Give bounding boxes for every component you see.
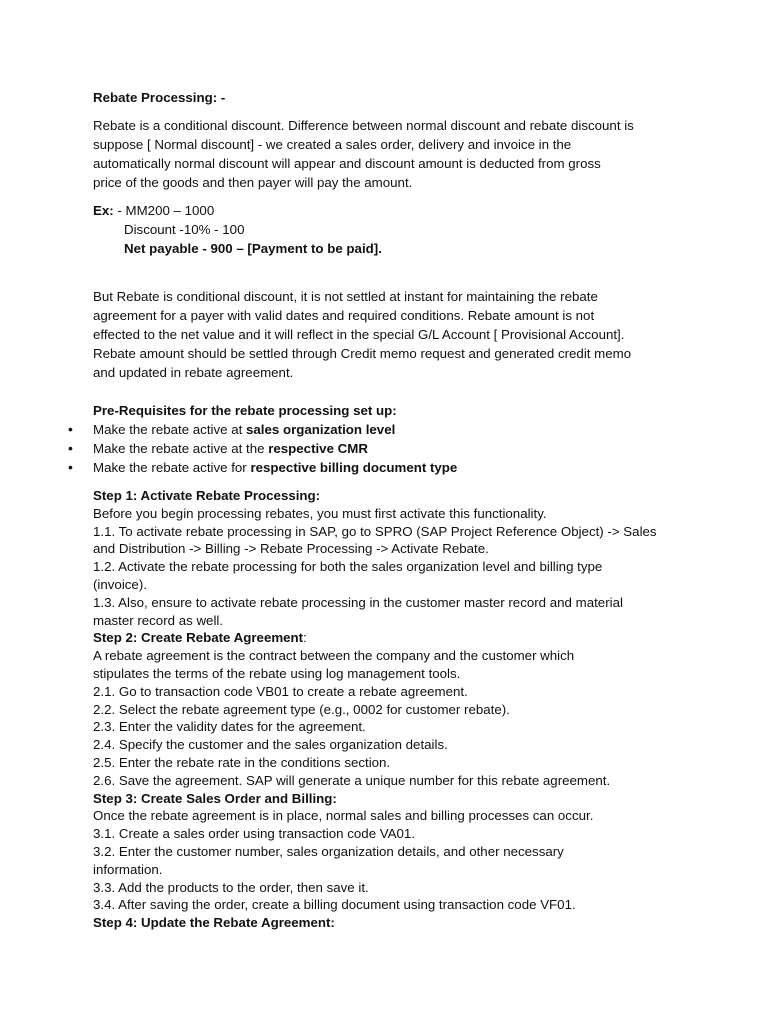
text-line: stipulates the terms of the rebate using log management tools. bbox=[93, 665, 461, 681]
page-title: Rebate Processing: - bbox=[93, 90, 226, 105]
prereq-heading: Pre-Requisites for the rebate processing set up: bbox=[93, 403, 397, 418]
example-text: - MM200 – 1000 bbox=[113, 203, 215, 218]
list-item-text: Make the rebate active at bbox=[93, 422, 246, 437]
step-heading-colon: : bbox=[303, 630, 307, 646]
list-item-bold: respective CMR bbox=[268, 441, 368, 456]
text-line: A rebate agreement is the contract between the company and the customer which bbox=[93, 648, 575, 664]
text-line: 2.2. Select the rebate agreement type (e.g., 0002 for customer rebate). bbox=[93, 701, 510, 717]
text-line: 3.1. Create a sales order using transaction code VA01. bbox=[93, 826, 416, 842]
list-item-text: Make the rebate active at the bbox=[93, 441, 269, 456]
text-line: Before you begin processing rebates, you must first activate this functionality. bbox=[93, 505, 547, 521]
text-line: (invoice). bbox=[93, 576, 147, 592]
bullet-icon: • bbox=[68, 459, 73, 475]
text-line: 3.4. After saving the order, create a billing document using transaction code VF01. bbox=[93, 897, 576, 913]
step-heading: Step 1: Activate Rebate Processing: bbox=[93, 488, 321, 503]
text-line: 2.6. Save the agreement. SAP will generate a unique number for this rebate agreement. bbox=[93, 772, 611, 788]
text-line: 2.5. Enter the rebate rate in the conditions section. bbox=[93, 754, 391, 770]
step-heading: Step 3: Create Sales Order and Billing: bbox=[93, 790, 337, 806]
text-line: 3.3. Add the products to the order, then save it. bbox=[93, 879, 369, 895]
example-line-1 bbox=[93, 201, 683, 220]
text-line: Rebate is a conditional discount. Difference between normal discount and rebate discount is bbox=[93, 118, 634, 133]
example-block bbox=[93, 201, 683, 258]
list-item-bold: sales organization level bbox=[246, 422, 396, 437]
list-item bbox=[68, 439, 683, 458]
step-heading: Step 4: Update the Rebate Agreement: bbox=[93, 915, 335, 931]
step-heading-text: Step 2: Create Rebate Agreement bbox=[93, 630, 304, 646]
list-item-bold: respective billing document type bbox=[250, 460, 458, 475]
text-line: agreement for a payer with valid dates and required conditions. Rebate amount is not bbox=[93, 308, 595, 323]
text-line: price of the goods and then payer will pay the amount. bbox=[93, 175, 413, 190]
text-line: 2.4. Specify the customer and the sales organization details. bbox=[93, 737, 448, 753]
list-item bbox=[68, 420, 683, 439]
bullet-icon: • bbox=[68, 421, 73, 437]
conditional-paragraph bbox=[93, 287, 683, 382]
example-label: Ex: bbox=[93, 203, 114, 218]
text-line: automatically normal discount will appear and discount amount is deducted from gross bbox=[93, 156, 601, 171]
text-line: 2.3. Enter the validity dates for the agreement. bbox=[93, 719, 366, 735]
text-line: 1.3. Also, ensure to activate rebate processing in the customer master record and material bbox=[93, 594, 623, 610]
text-line: 3.2. Enter the customer number, sales organization details, and other necessary bbox=[93, 843, 564, 859]
list-item bbox=[68, 458, 683, 477]
prereq-list bbox=[68, 420, 683, 477]
spacer bbox=[93, 477, 683, 487]
steps-section bbox=[93, 487, 683, 932]
text-line: Rebate amount should be settled through Credit memo request and generated credit memo bbox=[93, 346, 632, 361]
document-body bbox=[68, 88, 683, 932]
example-line-3: Net payable - 900 – [Payment to be paid]. bbox=[124, 241, 382, 256]
list-item-text: Make the rebate active for bbox=[93, 460, 251, 475]
text-line: Once the rebate agreement is in place, normal sales and billing processes can occur. bbox=[93, 808, 594, 824]
text-line: But Rebate is conditional discount, it is not settled at instant for maintaining the rebate bbox=[93, 289, 598, 304]
text-line: and updated in rebate agreement. bbox=[93, 365, 294, 380]
text-line: 2.1. Go to transaction code VB01 to create a rebate agreement. bbox=[93, 683, 468, 699]
example-line-2: Discount -10% - 100 bbox=[124, 222, 245, 237]
bullet-icon: • bbox=[68, 440, 73, 456]
text-line: and Distribution -> Billing -> Rebate Processing -> Activate Rebate. bbox=[93, 541, 489, 557]
text-line: effected to the net value and it will reflect in the special G/L Account [ Provisional Account]. bbox=[93, 327, 625, 342]
text-line: suppose [ Normal discount] - we created a sales order, delivery and invoice in the bbox=[93, 137, 572, 152]
intro-paragraph bbox=[93, 116, 683, 192]
text-line: master record as well. bbox=[93, 612, 224, 628]
text-line: 1.2. Activate the rebate processing for both the sales organization level and billing type bbox=[93, 559, 603, 575]
text-line: information. bbox=[93, 861, 163, 877]
step-heading bbox=[93, 629, 683, 647]
text-line: 1.1. To activate rebate processing in SAP, go to SPRO (SAP Project Reference Object) -> Sales bbox=[93, 523, 657, 539]
